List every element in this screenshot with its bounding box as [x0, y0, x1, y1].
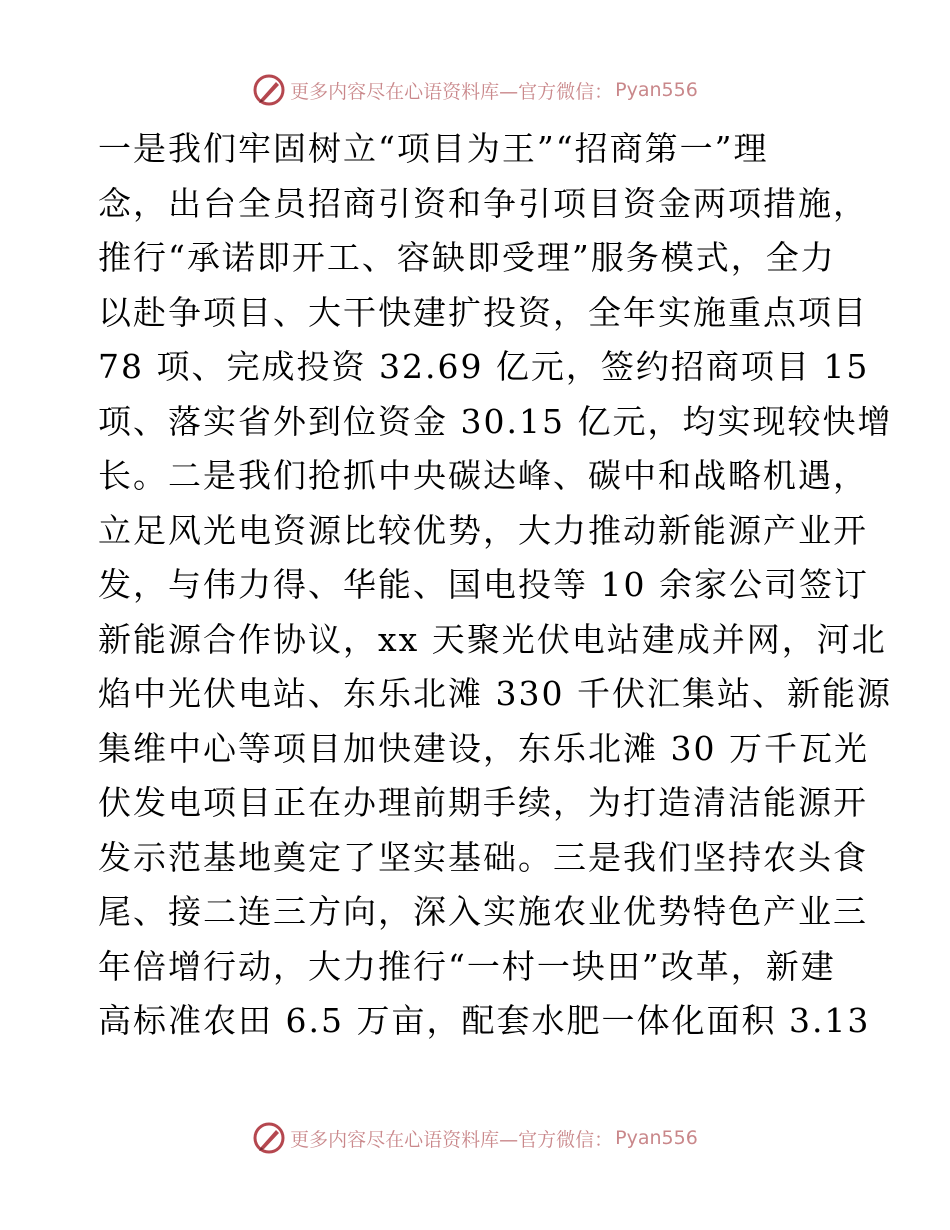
watermark-handle: Pyan556 [615, 1127, 698, 1149]
footer-watermark [0, 1118, 950, 1158]
text-line: 尾、接二连三方向，深入实施农业优势特色产业三 [98, 892, 868, 931]
text-line: 一是我们牢固树立“项目为王”“招商第一”理 [98, 129, 769, 168]
text-line: 集维中心等项目加快建设，东乐北滩 30 万千瓦光 [98, 728, 869, 768]
text-line: 项、落实省外到位资金 30.15 亿元，均实现较快增 [98, 401, 893, 441]
text-line: 新能源合作协议，xx 天聚光伏电站建成并网，河北 [98, 619, 887, 659]
watermark-text: 更多内容尽在心语资料库—官方微信： [290, 1128, 614, 1151]
text-line: 长。二是我们抢抓中央碳达峰、碳中和战略机遇， [98, 456, 868, 495]
text-line: 焰中光伏电站、东乐北滩 330 千伏汇集站、新能源 [98, 674, 892, 713]
pen-logo-icon [252, 1121, 286, 1155]
watermark-handle: Pyan556 [615, 79, 698, 101]
text-line: 以赴争项目、大干快建扩投资，全年实施重点项目 [98, 292, 868, 332]
text-line: 发示范基地奠定了坚实基础。三是我们坚持农头食 [98, 837, 868, 877]
text-line: 推行“承诺即开工、容缺即受理”服务模式，全力 [98, 238, 836, 277]
watermark-text: 更多内容尽在心语资料库—官方微信： [290, 80, 614, 103]
document-body [98, 122, 898, 1049]
text-line: 年倍增行动，大力推行“一村一块田”改革，新建 [98, 946, 836, 986]
text-line: 伏发电项目正在办理前期手续，为打造清洁能源开 [98, 783, 868, 822]
header-watermark [0, 70, 950, 110]
text-line: 78 项、完成投资 32.69 亿元，签约招商项目 15 [98, 347, 870, 386]
text-line: 念，出台全员招商引资和争引项目资金两项措施， [98, 183, 868, 223]
text-line: 高标准农田 6.5 万亩，配套水肥一体化面积 3.13 [98, 1001, 871, 1040]
text-line: 发，与伟力得、华能、国电投等 10 余家公司签订 [98, 565, 869, 604]
pen-logo-icon [252, 73, 286, 107]
text-line: 立足风光电资源比较优势，大力推动新能源产业开 [98, 510, 868, 550]
